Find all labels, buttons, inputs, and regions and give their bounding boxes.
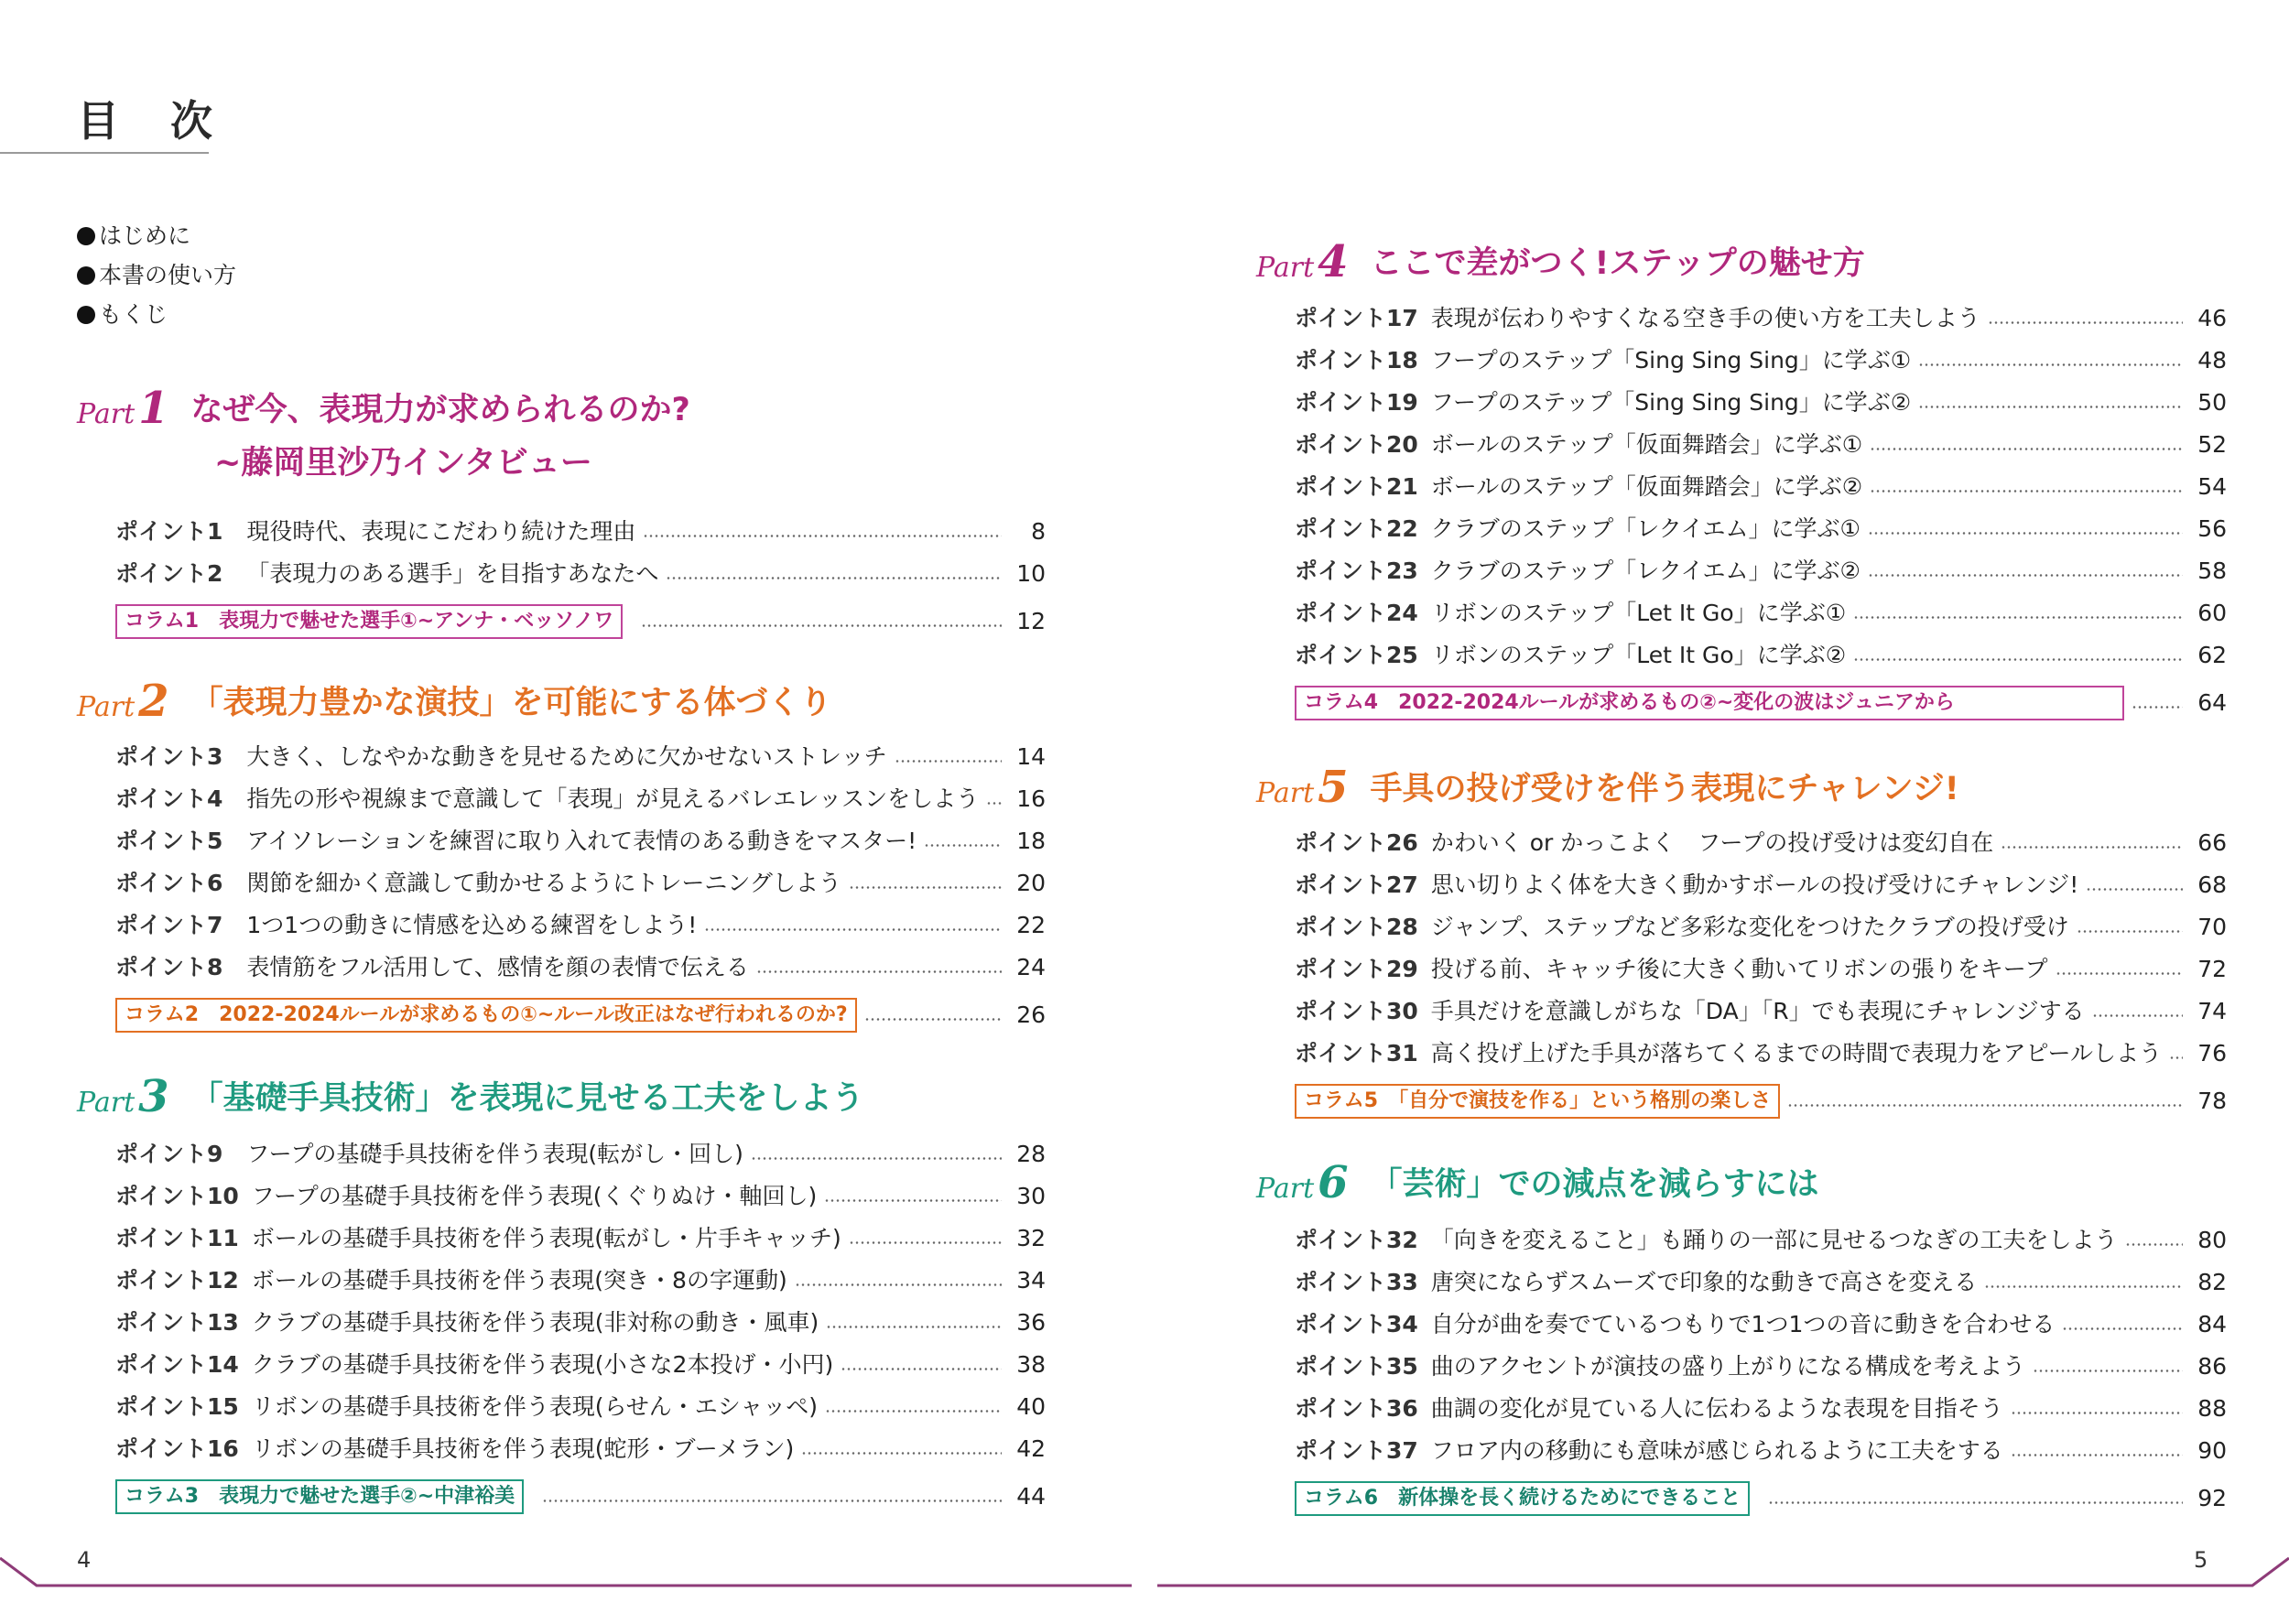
intro-item-foreword[interactable]: はじめに xyxy=(77,218,190,251)
toc-entry[interactable]: ポイント26 かわいく or かっこよく フープの投げ受けは変幻自在 66 xyxy=(1295,829,2227,856)
dot-leader xyxy=(1918,406,2183,408)
toc-entry[interactable]: ポイント17 表現が伝わりやすくなる空き手の使い方を工夫しよう 46 xyxy=(1295,305,2227,331)
toc-entry[interactable]: ポイント8 表情筋をフル活用して、感情を顔の表情で伝える 24 xyxy=(115,954,1046,980)
toc-entry[interactable]: ポイント16 リボンの基礎手具技術を伴う表現(蛇形・ブーメラン) 42 xyxy=(115,1435,1046,1462)
toc-entry[interactable]: ポイント33 唐突にならずスムーズで印象的な動きで高さを変える 82 xyxy=(1295,1269,2227,1295)
toc-entry[interactable]: ポイント5 アイソレーションを練習に取り入れて表情のある動きをマスター! 18 xyxy=(115,828,1046,854)
folio-left: 4 xyxy=(77,1547,92,1573)
column-entry[interactable]: コラム6 新体操を長く続けるためにできること 92 xyxy=(1295,1478,2227,1520)
dot-leader xyxy=(1853,616,2183,619)
toc-entry[interactable]: ポイント21 ボールのステップ「仮面舞踏会」に学ぶ② 54 xyxy=(1295,473,2227,500)
toc-entry[interactable]: ポイント18 フープのステップ「Sing Sing Sing」に学ぶ① 48 xyxy=(1295,347,2227,374)
dot-leader xyxy=(924,844,1002,847)
toc-entry[interactable]: ポイント27 思い切りよく体を大きく動かすボールの投げ受けにチャレンジ! 68 xyxy=(1295,872,2227,898)
dot-leader xyxy=(825,1410,1002,1413)
toc-entry[interactable]: ポイント14 クラブの基礎手具技術を伴う表現(小さな2本投げ・小円) 38 xyxy=(115,1351,1046,1378)
title-rule xyxy=(0,152,209,154)
dot-leader xyxy=(542,1499,1002,1502)
part-4-list xyxy=(1295,298,2227,724)
intro-item-contents[interactable]: もくじ xyxy=(77,297,168,330)
column-entry[interactable]: コラム4 2022-2024ルールが求めるもの②~変化の波はジュニアから 64 xyxy=(1295,682,2227,724)
toc-entry[interactable]: ポイント3 大きく、しなやかな動きを見せるために欠かせないストレッチ 14 xyxy=(115,743,1046,770)
dot-leader xyxy=(1868,574,2183,577)
part-6-list xyxy=(1295,1219,2227,1520)
folio-right: 5 xyxy=(2194,1547,2208,1573)
dot-leader xyxy=(795,1283,1002,1286)
toc-entry[interactable]: ポイント25 リボンのステップ「Let It Go」に学ぶ② 62 xyxy=(1295,642,2227,668)
dot-leader xyxy=(2062,1327,2183,1330)
toc-entry[interactable]: ポイント9 フープの基礎手具技術を伴う表現(転がし・回し) 28 xyxy=(115,1141,1046,1167)
part-6-heading[interactable]: Part6 「芸術」での減点を減らすには xyxy=(1256,1157,1819,1208)
dot-leader xyxy=(2092,1014,2183,1017)
dot-leader xyxy=(849,886,1002,889)
toc-entry[interactable]: ポイント36 曲調の変化が見ている人に伝わるような表現を目指そう 88 xyxy=(1295,1395,2227,1422)
dot-leader xyxy=(1787,1104,2183,1107)
toc-entry[interactable]: ポイント22 クラブのステップ「レクイエム」に学ぶ① 56 xyxy=(1295,515,2227,542)
toc-entry[interactable]: ポイント23 クラブのステップ「レクイエム」に学ぶ② 58 xyxy=(1295,558,2227,584)
dot-leader xyxy=(2033,1370,2183,1372)
dot-leader xyxy=(2001,846,2183,849)
dot-leader xyxy=(2086,888,2183,891)
part-4-heading[interactable]: Part4 ここで差がつく!ステップの魅せ方 xyxy=(1256,236,1865,287)
dot-leader xyxy=(841,1368,1002,1370)
toc-entry[interactable]: ポイント34 自分が曲を奏でているつもりで1つ1つの音に動きを合わせる 84 xyxy=(1295,1311,2227,1337)
dot-leader xyxy=(1918,363,2183,366)
column-entry[interactable]: コラム2 2022-2024ルールが求めるもの①~ルール改正はなぜ行われるのか? 26 xyxy=(115,994,1046,1036)
part-3-heading[interactable]: Part3 「基礎手具技術」を表現に見せる工夫をしよう xyxy=(77,1071,864,1122)
dot-leader xyxy=(2056,972,2183,975)
toc-entry[interactable]: ポイント19 フープのステップ「Sing Sing Sing」に学ぶ② 50 xyxy=(1295,389,2227,416)
toc-entry[interactable]: ポイント15 リボンの基礎手具技術を伴う表現(らせん・エシャッペ) 40 xyxy=(115,1393,1046,1420)
part-1-subtitle: ~藤岡里沙乃インタビュー xyxy=(214,445,592,482)
dot-leader xyxy=(643,535,1002,537)
dot-leader xyxy=(826,1326,1002,1328)
toc-entry[interactable]: ポイント10 フープの基礎手具技術を伴う表現(くぐりぬけ・軸回し) 30 xyxy=(115,1183,1046,1209)
dot-leader xyxy=(2169,1056,2183,1059)
dot-leader xyxy=(756,970,1002,973)
dot-leader xyxy=(1984,1285,2183,1288)
dot-leader xyxy=(986,802,1002,805)
dot-leader xyxy=(824,1199,1002,1202)
dot-leader xyxy=(1870,448,2183,450)
part-3-list xyxy=(115,1133,1046,1518)
toc-entry[interactable]: ポイント11 ボールの基礎手具技術を伴う表現(転がし・片手キャッチ) 32 xyxy=(115,1225,1046,1251)
part-1-list xyxy=(115,511,1046,643)
page-title: 目 次 xyxy=(77,96,232,146)
toc-entry[interactable]: ポイント1 現役時代、表現にこだわり続けた理由 8 xyxy=(115,518,1046,545)
toc-entry[interactable]: ポイント35 曲のアクセントが演技の盛り上がりになる構成を考えよう 86 xyxy=(1295,1353,2227,1380)
intro-item-how-to-use[interactable]: 本書の使い方 xyxy=(77,257,236,290)
bullet-icon xyxy=(77,227,95,245)
toc-entry[interactable]: ポイント4 指先の形や視線まで意識して「表現」が見えるバレエレッスンをしよう 16 xyxy=(115,785,1046,812)
toc-entry[interactable]: ポイント12 ボールの基礎手具技術を伴う表現(突き・8の字運動) 34 xyxy=(115,1267,1046,1294)
bullet-icon xyxy=(77,306,95,324)
column-entry[interactable]: コラム3 表現力で魅せた選手②~中津裕美 44 xyxy=(115,1476,1046,1518)
footer-rule xyxy=(0,1538,2289,1593)
toc-entry[interactable]: ポイント32 「向きを変えること」も踊りの一部に見せるつなぎの工夫をしよう 80 xyxy=(1295,1227,2227,1253)
part-1-heading[interactable]: Part1 なぜ今、表現力が求められるのか? xyxy=(77,383,690,434)
dot-leader xyxy=(2125,1243,2183,1246)
part-5-list xyxy=(1295,822,2227,1122)
dot-leader xyxy=(2132,706,2183,709)
dot-leader xyxy=(641,624,1002,627)
column-entry[interactable]: コラム5 「自分で演技を作る」という格別の楽しさ 78 xyxy=(1295,1080,2227,1122)
toc-entry[interactable]: ポイント13 クラブの基礎手具技術を伴う表現(非対称の動き・風車) 36 xyxy=(115,1309,1046,1336)
toc-entry[interactable]: ポイント37 フロア内の移動にも意味が感じられるように工夫をする 90 xyxy=(1295,1437,2227,1464)
toc-entry[interactable]: ポイント20 ボールのステップ「仮面舞踏会」に学ぶ① 52 xyxy=(1295,431,2227,458)
toc-entry[interactable]: ポイント28 ジャンプ、ステップなど多彩な変化をつけたクラブの投げ受け 70 xyxy=(1295,914,2227,940)
dot-leader xyxy=(1988,321,2183,324)
dot-leader xyxy=(801,1452,1002,1455)
dot-leader xyxy=(895,760,1002,763)
toc-entry[interactable]: ポイント7 1つ1つの動きに情感を込める練習をしよう! 22 xyxy=(115,912,1046,938)
toc-entry[interactable]: ポイント24 リボンのステップ「Let It Go」に学ぶ① 60 xyxy=(1295,600,2227,626)
column-entry[interactable]: コラム1 表現力で魅せた選手①~アンナ・ベッソノワ 12 xyxy=(115,601,1046,643)
bullet-icon xyxy=(77,266,95,285)
dot-leader xyxy=(849,1241,1002,1244)
toc-entry[interactable]: ポイント6 関節を細かく意識して動かせるようにトレーニングしよう 20 xyxy=(115,870,1046,896)
toc-entry[interactable]: ポイント31 高く投げ上げた手具が落ちてくるまでの時間で表現力をアピールしよう 76 xyxy=(1295,1040,2227,1066)
part-2-heading[interactable]: Part2 「表現力豊かな演技」を可能にする体づくり xyxy=(77,676,832,727)
toc-entry[interactable]: ポイント2 「表現力のある選手」を目指すあなたへ 10 xyxy=(115,560,1046,587)
dot-leader xyxy=(2077,930,2183,933)
dot-leader xyxy=(2011,1412,2183,1414)
part-2-list xyxy=(115,736,1046,1036)
dot-leader xyxy=(864,1018,1002,1021)
dot-leader xyxy=(751,1157,1002,1160)
dot-leader xyxy=(666,577,1002,579)
dot-leader xyxy=(1870,490,2183,493)
toc-entry[interactable]: ポイント29 投げる前、キャッチ後に大きく動いてリボンの張りをキープ 72 xyxy=(1295,956,2227,982)
dot-leader xyxy=(1868,532,2183,535)
dot-leader xyxy=(704,928,1002,931)
part-5-heading[interactable]: Part5 手具の投げ受けを伴う表現にチャレンジ! xyxy=(1256,762,1959,813)
dot-leader xyxy=(1853,658,2183,661)
dot-leader xyxy=(2011,1454,2183,1456)
dot-leader xyxy=(1768,1501,2183,1504)
toc-entry[interactable]: ポイント30 手具だけを意識しがちな「DA」「R」でも表現にチャレンジする 74 xyxy=(1295,998,2227,1024)
